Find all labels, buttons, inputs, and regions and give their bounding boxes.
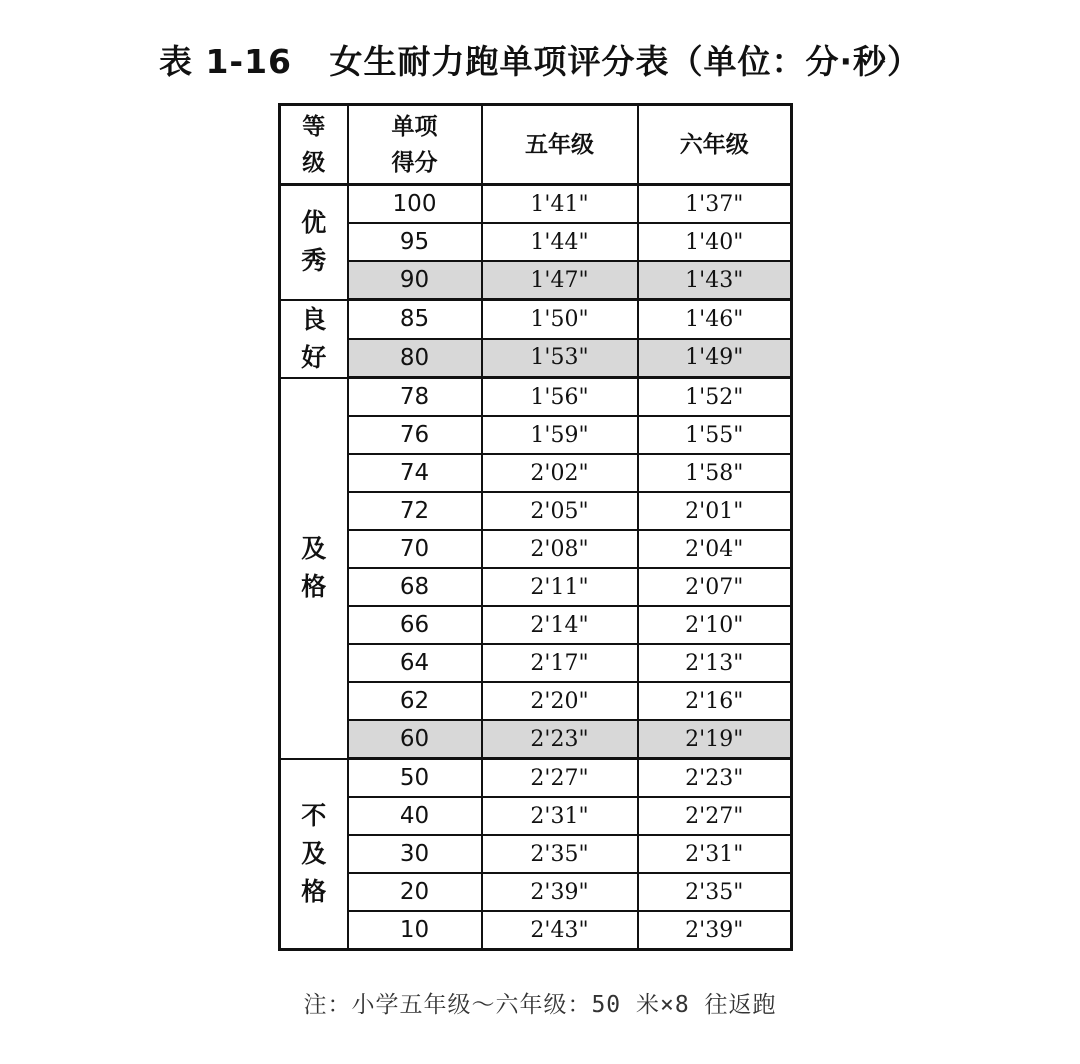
table-row	[280, 300, 792, 339]
table-row	[280, 339, 792, 378]
score-cell: 10	[348, 911, 482, 950]
table-row	[280, 911, 792, 950]
score-cell: 64	[348, 644, 482, 682]
grade5-time-cell: 1'44"	[482, 223, 638, 261]
score-table	[278, 103, 793, 951]
grade5-time-cell: 2'14"	[482, 606, 638, 644]
table-row	[280, 797, 792, 835]
score-cell: 70	[348, 530, 482, 568]
grade5-time-cell: 2'17"	[482, 644, 638, 682]
grade6-time-cell: 2'31"	[638, 835, 792, 873]
table-row	[280, 682, 792, 720]
score-cell: 62	[348, 682, 482, 720]
grade5-time-cell: 1'47"	[482, 261, 638, 300]
grade5-time-cell: 2'05"	[482, 492, 638, 530]
grade6-time-cell: 1'37"	[638, 185, 792, 224]
header-grade5: 五年级	[482, 105, 638, 185]
grade6-time-cell: 2'35"	[638, 873, 792, 911]
grade6-time-cell: 2'16"	[638, 682, 792, 720]
score-cell: 20	[348, 873, 482, 911]
table-row	[280, 568, 792, 606]
grade5-time-cell: 1'56"	[482, 378, 638, 417]
table-row	[280, 492, 792, 530]
grade5-time-cell: 2'02"	[482, 454, 638, 492]
grade5-time-cell: 2'23"	[482, 720, 638, 759]
grade5-time-cell: 2'27"	[482, 759, 638, 798]
table-row	[280, 454, 792, 492]
grade6-time-cell: 1'40"	[638, 223, 792, 261]
table-note: 注：小学五年级～六年级：50 米×8 往返跑	[303, 992, 777, 1018]
table-row	[280, 720, 792, 759]
table-header	[280, 105, 792, 185]
score-cell: 72	[348, 492, 482, 530]
grade6-time-cell: 2'01"	[638, 492, 792, 530]
table-row	[280, 223, 792, 261]
table-row	[280, 261, 792, 300]
grade6-time-cell: 1'43"	[638, 261, 792, 300]
table-row	[280, 606, 792, 644]
score-cell: 60	[348, 720, 482, 759]
table-body	[280, 185, 792, 950]
score-cell: 76	[348, 416, 482, 454]
grade5-time-cell: 2'20"	[482, 682, 638, 720]
header-row	[280, 105, 792, 185]
score-cell: 90	[348, 261, 482, 300]
score-cell: 80	[348, 339, 482, 378]
grade6-time-cell: 2'19"	[638, 720, 792, 759]
grade6-time-cell: 2'27"	[638, 797, 792, 835]
table-row	[280, 416, 792, 454]
grade6-time-cell: 2'23"	[638, 759, 792, 798]
grade6-time-cell: 1'58"	[638, 454, 792, 492]
grade6-time-cell: 1'49"	[638, 339, 792, 378]
grade5-time-cell: 1'41"	[482, 185, 638, 224]
score-cell: 30	[348, 835, 482, 873]
grade6-time-cell: 1'46"	[638, 300, 792, 339]
table-row	[280, 873, 792, 911]
grade-level-cell: 优 秀	[280, 185, 348, 300]
grade5-time-cell: 1'53"	[482, 339, 638, 378]
header-grade: 等 级	[280, 105, 348, 185]
grade5-time-cell: 1'50"	[482, 300, 638, 339]
table-row	[280, 378, 792, 417]
table-row	[280, 185, 792, 224]
grade6-time-cell: 2'04"	[638, 530, 792, 568]
score-cell: 85	[348, 300, 482, 339]
grade5-time-cell: 2'08"	[482, 530, 638, 568]
score-cell: 95	[348, 223, 482, 261]
table-row	[280, 530, 792, 568]
grade6-time-cell: 2'10"	[638, 606, 792, 644]
grade5-time-cell: 2'35"	[482, 835, 638, 873]
score-cell: 100	[348, 185, 482, 224]
score-cell: 68	[348, 568, 482, 606]
header-grade6: 六年级	[638, 105, 792, 185]
grade-level-cell: 不 及 格	[280, 759, 348, 950]
grade5-time-cell: 2'39"	[482, 873, 638, 911]
table-title: 表 1-16 女生耐力跑单项评分表（单位：分·秒）	[158, 42, 922, 81]
grade6-time-cell: 2'07"	[638, 568, 792, 606]
grade-level-cell: 良 好	[280, 300, 348, 378]
header-score: 单项 得分	[348, 105, 482, 185]
grade6-time-cell: 1'55"	[638, 416, 792, 454]
grade6-time-cell: 1'52"	[638, 378, 792, 417]
grade5-time-cell: 1'59"	[482, 416, 638, 454]
score-cell: 50	[348, 759, 482, 798]
grade-level-cell: 及 格	[280, 378, 348, 759]
grade5-time-cell: 2'11"	[482, 568, 638, 606]
score-cell: 40	[348, 797, 482, 835]
score-cell: 78	[348, 378, 482, 417]
table-row	[280, 644, 792, 682]
score-cell: 66	[348, 606, 482, 644]
grade5-time-cell: 2'43"	[482, 911, 638, 950]
grade6-time-cell: 2'39"	[638, 911, 792, 950]
table-row	[280, 759, 792, 798]
grade6-time-cell: 2'13"	[638, 644, 792, 682]
score-cell: 74	[348, 454, 482, 492]
grade5-time-cell: 2'31"	[482, 797, 638, 835]
table-row	[280, 835, 792, 873]
